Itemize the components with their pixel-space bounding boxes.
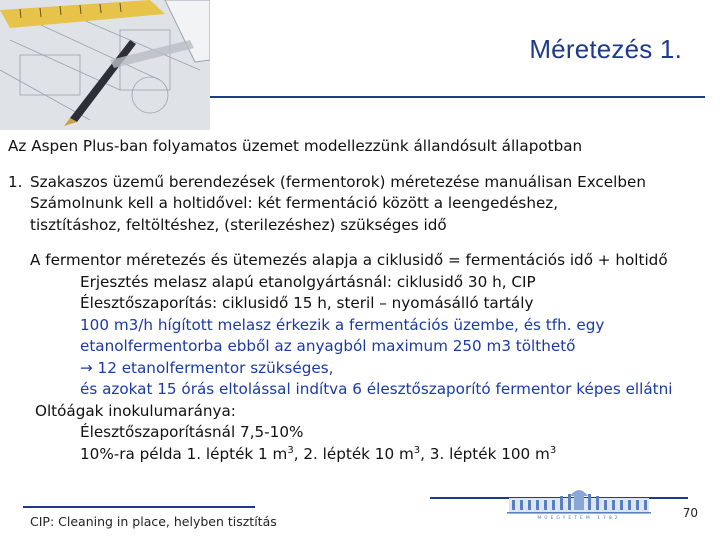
- scale-example-line: [8, 444, 708, 466]
- page-number: 70: [682, 506, 698, 520]
- scale-example-part-1: 10%-ra példa 1. lépték 1 m: [80, 444, 288, 463]
- footnote: CIP: Cleaning in place, helyben tisztítás: [30, 514, 277, 529]
- university-building-icon: [504, 484, 654, 520]
- list-item-1: [8, 172, 708, 194]
- superscript: 3: [287, 444, 294, 456]
- university-logo: [504, 484, 654, 520]
- superscript: 3: [549, 444, 557, 456]
- basis-line: A fermentor méretezés és ütemezés alapja a ciklusidő = fermentációs idő + holtidő: [30, 251, 668, 269]
- footer-divider-left: [23, 506, 255, 508]
- example-line-4: és azokat 15 órás eltolással indítva 6 élesztőszaporító fermentor képes ellátni: [80, 380, 673, 398]
- slide-body: [8, 136, 708, 465]
- branches-line: Oltóágak inokulumaránya:: [35, 401, 236, 420]
- slide-title: Méretezés 1.: [529, 34, 682, 64]
- scale-example-part-2: , 2. lépték 10 m: [293, 444, 414, 463]
- example-line-1: 100 m3/h hígított melasz érkezik a fermentációs üzembe, és tfh. egy: [80, 315, 605, 334]
- yeast-line: Élesztőszaporítás: ciklusidő 15 h, steril – nyomásálló tartály: [80, 294, 534, 312]
- blueprint-tools-illustration: [0, 0, 210, 130]
- header-photo: [0, 0, 210, 130]
- intro-text: Az Aspen Plus-ban folyamatos üzemet modellezzünk állandósult állapotban: [8, 137, 583, 155]
- list-item-1-line-b: Számolnunk kell a holtidővel: két fermentáció között a leengedéshez,: [30, 194, 559, 212]
- yeast-ratio-line: Élesztőszaporításnál 7,5-10%: [80, 423, 304, 441]
- fermentation-line: Erjesztés melasz alapú etanolgyártásnál: ciklusidő 30 h, CIP: [80, 272, 536, 291]
- list-item-1-line-c: tisztításhoz, feltöltéshez, (sterilezéshez) szükséges idő: [30, 215, 447, 234]
- title-divider: [210, 96, 705, 98]
- logo-caption: MŰEGYETEM 1782: [537, 516, 621, 520]
- scale-example-part-3: , 3. lépték 100 m: [420, 444, 550, 463]
- example-line-2: etanolfermentorba ebből az anyagból maximum 250 m3 tölthető: [80, 337, 576, 355]
- list-number: 1.: [8, 172, 23, 191]
- list-item-1-line-a: Szakaszos üzemű berendezések (fermentorok) méretezése manuálisan Excelben: [30, 172, 646, 191]
- superscript: 3: [413, 444, 421, 456]
- intro-line: [8, 136, 708, 158]
- example-line-3: → 12 etanolfermentor szükséges,: [80, 358, 334, 377]
